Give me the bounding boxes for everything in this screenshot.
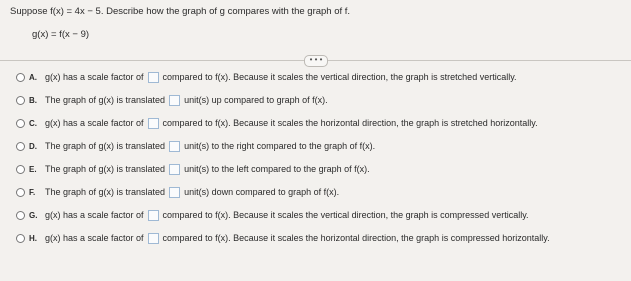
option-letter: E. [29,164,37,174]
option-letter: H. [29,233,37,243]
answer-input-box[interactable] [148,72,159,83]
option-text-after: unit(s) to the left compared to the graph of f(x). [184,164,370,174]
option-text-before: g(x) has a scale factor of [45,210,144,220]
option-text-before: The graph of g(x) is translated [45,95,166,105]
given-equation: g(x) = f(x − 9) [32,29,90,40]
option-text-after: compared to f(x). Because it scales the horizontal direction, the graph is stretched horizontally. [162,118,538,128]
radio-button[interactable] [16,96,25,105]
answer-input-box[interactable] [169,164,180,175]
option-text-after: unit(s) up compared to graph of f(x). [184,95,328,105]
radio-button[interactable] [16,119,25,128]
option-d[interactable] [16,137,375,155]
option-h[interactable] [16,229,550,247]
option-b[interactable] [16,91,328,109]
expand-more-button[interactable]: • • • [304,55,328,67]
option-f[interactable] [16,183,339,201]
option-letter: F. [29,187,36,197]
option-text-after: compared to f(x). Because it scales the vertical direction, the graph is stretched vertically. [162,72,517,82]
answer-input-box[interactable] [169,187,180,198]
radio-button[interactable] [16,142,25,151]
radio-button[interactable] [16,165,25,174]
answer-input-box[interactable] [148,210,159,221]
answer-input-box[interactable] [169,141,180,152]
option-text-before: The graph of g(x) is translated [45,164,166,174]
option-text-before: g(x) has a scale factor of [45,233,144,243]
option-letter: C. [29,118,37,128]
answer-input-box[interactable] [169,95,180,106]
option-letter: A. [29,72,37,82]
radio-button[interactable] [16,73,25,82]
option-a[interactable] [16,68,517,86]
option-text-before: The graph of g(x) is translated [45,141,166,151]
option-text-before: g(x) has a scale factor of [45,118,144,128]
option-c[interactable] [16,114,538,132]
option-letter: G. [29,210,38,220]
radio-button[interactable] [16,211,25,220]
radio-button[interactable] [16,234,25,243]
option-letter: B. [29,95,37,105]
option-text-before: g(x) has a scale factor of [45,72,144,82]
option-text-after: compared to f(x). Because it scales the vertical direction, the graph is compressed vertically. [162,210,529,220]
answer-input-box[interactable] [148,233,159,244]
option-text-after: compared to f(x). Because it scales the horizontal direction, the graph is compressed horizontally. [162,233,550,243]
option-g[interactable] [16,206,529,224]
question-text: Suppose f(x) = 4x − 5. Describe how the graph of g compares with the graph of f. [10,6,351,17]
radio-button[interactable] [16,188,25,197]
option-text-after: unit(s) to the right compared to the graph of f(x). [184,141,376,151]
option-letter: D. [29,141,37,151]
option-e[interactable] [16,160,370,178]
answer-input-box[interactable] [148,118,159,129]
option-text-before: The graph of g(x) is translated [45,187,166,197]
option-text-after: unit(s) down compared to graph of f(x). [184,187,340,197]
